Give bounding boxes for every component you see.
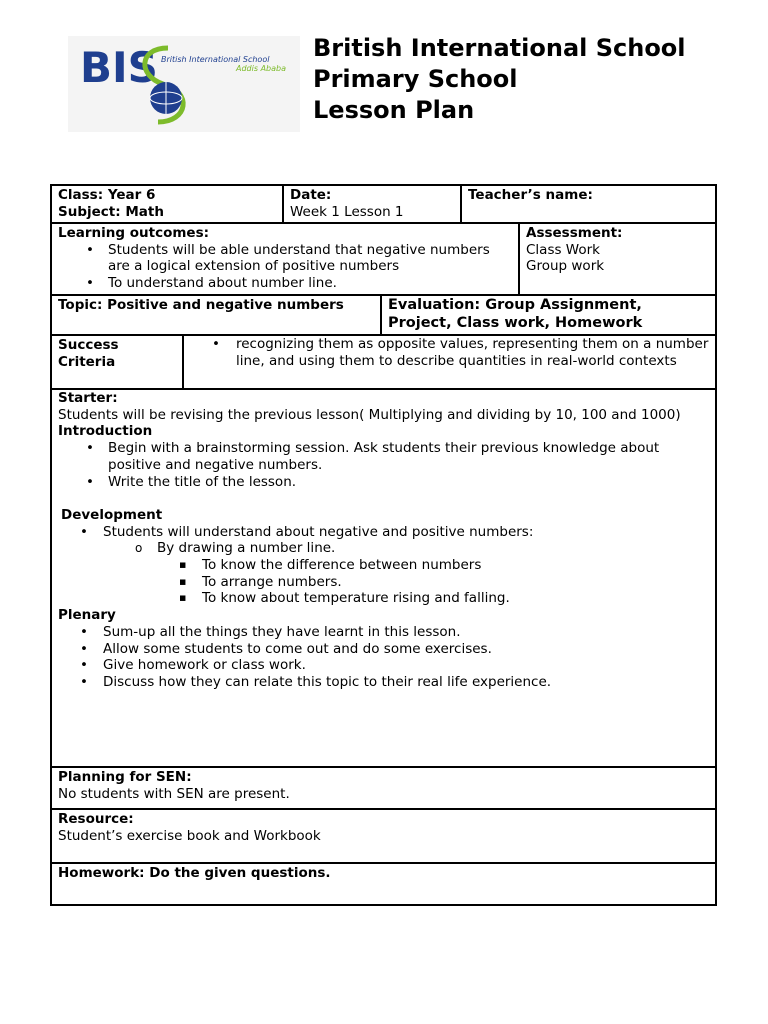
list-item: • Give homework or class work.	[58, 657, 709, 674]
assessment-item: Group work	[526, 258, 605, 275]
teacher-label: Teacher’s name:	[468, 187, 593, 203]
plenary-label: Plenary	[58, 607, 116, 624]
bis-logo-graphic	[68, 36, 300, 132]
assessment-label: Assessment:	[526, 225, 623, 241]
school-logo	[68, 36, 300, 132]
heading-doc-type: Lesson Plan	[313, 96, 475, 124]
introduction-list	[58, 440, 709, 490]
row-class-date-teacher	[52, 186, 715, 222]
logo-letters: BIS	[80, 43, 158, 92]
success-label-line: Success	[58, 337, 119, 353]
success-criteria-label	[52, 336, 182, 388]
evaluation-cell: Evaluation: Group Assignment, Project, Class work, Homework	[380, 296, 715, 334]
list-item: ▪ To arrange numbers.	[58, 574, 709, 591]
row-sen	[52, 766, 715, 808]
resource-label: Resource:	[58, 811, 134, 827]
row-outcomes-assessment	[52, 222, 715, 294]
resource-text: Student’s exercise book and Workbook	[58, 827, 321, 844]
starter-label: Starter:	[58, 390, 118, 406]
heading-division: Primary School	[313, 65, 518, 93]
list-item: • Write the title of the lesson.	[58, 474, 709, 491]
teacher-cell	[460, 186, 715, 222]
outcomes-label: Learning outcomes:	[58, 225, 210, 241]
homework-cell: Homework: Do the given questions.	[58, 865, 331, 881]
class-subject-cell	[52, 186, 282, 222]
date-cell	[282, 186, 460, 222]
sen-text: No students with SEN are present.	[58, 785, 290, 802]
date-value: Week 1 Lesson 1	[290, 203, 404, 220]
list-item: • To understand about number line.	[58, 275, 512, 292]
row-lesson-body	[52, 388, 715, 766]
resource-cell	[52, 810, 715, 862]
list-item: • Students will understand about negative and positive numbers:	[58, 524, 709, 541]
sen-cell	[52, 768, 715, 808]
logo-school-name: British International School	[161, 55, 270, 64]
list-item: ▪ To know the difference between numbers	[58, 557, 709, 574]
introduction-label: Introduction	[58, 423, 153, 440]
criteria-label-line: Criteria	[58, 353, 116, 370]
assessment-cell	[518, 224, 715, 294]
date-label: Date:	[290, 187, 332, 203]
list-item: • Sum-up all the things they have learnt in this lesson.	[58, 624, 709, 641]
heading-school: British International School	[313, 34, 686, 62]
success-criteria-cell	[182, 336, 715, 388]
list-item: o By drawing a number line.	[58, 540, 709, 557]
document-heading	[313, 33, 686, 126]
outcomes-list	[58, 242, 512, 292]
criteria-list	[190, 336, 709, 369]
lesson-body-cell	[52, 390, 715, 766]
row-topic-evaluation	[52, 294, 715, 334]
plenary-list	[58, 624, 709, 691]
learning-outcomes-cell	[52, 224, 518, 294]
row-success-criteria	[52, 334, 715, 388]
sen-label: Planning for SEN:	[58, 769, 192, 785]
list-item: • Discuss how they can relate this topic to their real life experience.	[58, 674, 709, 691]
assessment-item: Class Work	[526, 241, 600, 258]
list-item: • recognizing them as opposite values, representing them on a number line, and using them to describe quantities in real-world contexts	[190, 336, 709, 369]
lesson-plan-table	[50, 184, 717, 906]
class-label: Class: Year 6	[58, 187, 156, 203]
subject-label: Subject: Math	[58, 203, 164, 220]
starter-text: Students will be revising the previous lesson( Multiplying and dividing by 10, 100 and 1000)	[58, 406, 681, 423]
list-item: ▪ To know about temperature rising and falling.	[58, 590, 709, 607]
development-list	[58, 524, 709, 608]
logo-city: Addis Ababa	[236, 64, 286, 73]
topic-cell: Topic: Positive and negative numbers	[58, 297, 344, 313]
list-item: • Allow some students to come out and do some exercises.	[58, 641, 709, 658]
row-resource	[52, 808, 715, 862]
list-item: • Students will be able understand that negative numbers are a logical extension of positive numbers	[58, 242, 512, 275]
list-item: • Begin with a brainstorming session. Ask students their previous knowledge about positive and negative numbers.	[58, 440, 709, 473]
development-label: Development	[61, 506, 163, 523]
row-homework	[52, 862, 715, 904]
